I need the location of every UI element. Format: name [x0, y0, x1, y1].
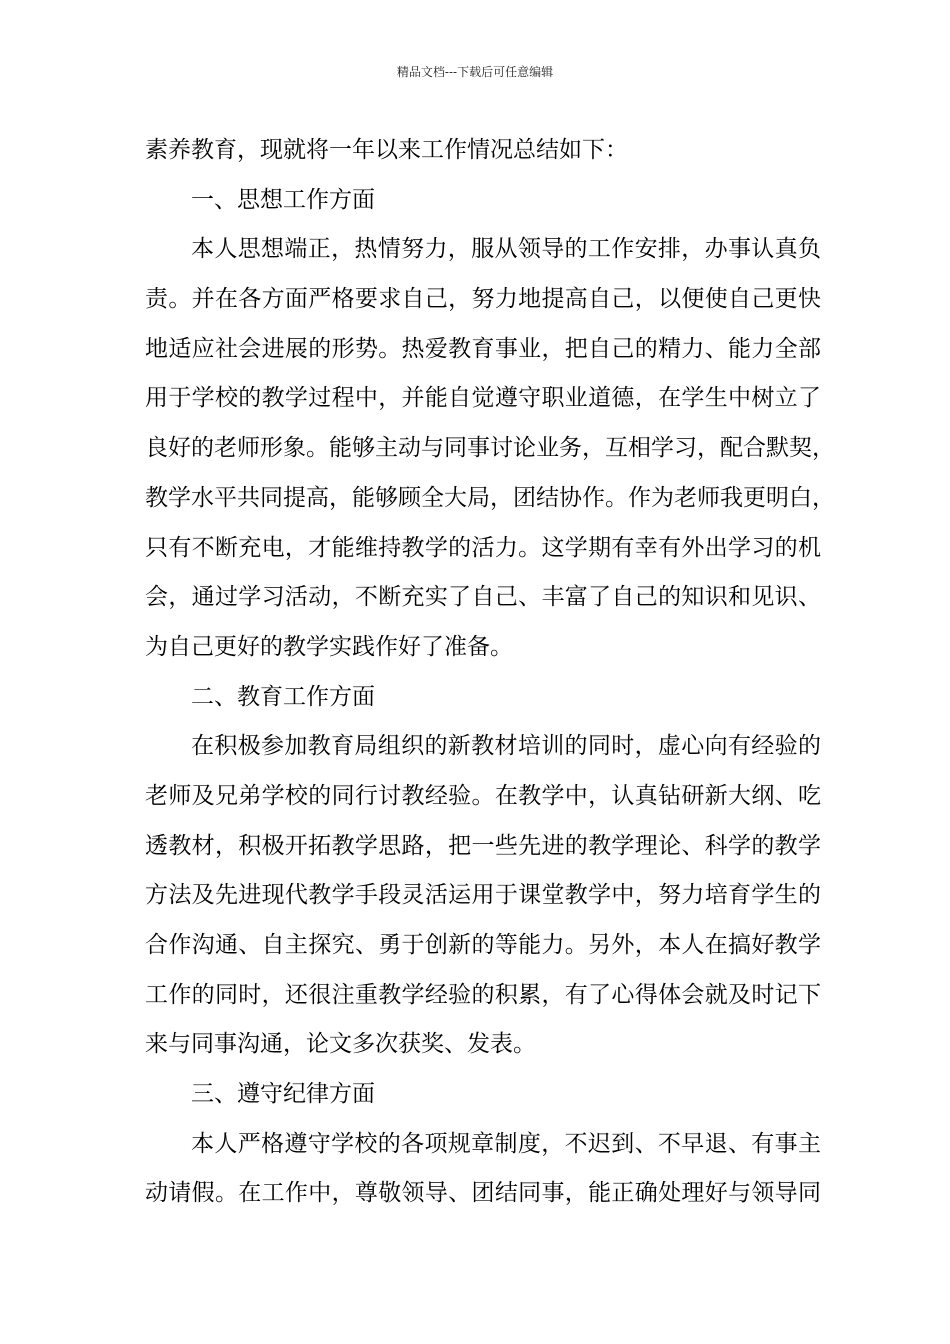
section-heading: 三、遵守纪律方面: [191, 1081, 375, 1108]
paragraph-line: 合作沟通、自主探究、勇于创新的等能力。另外，本人在搞好教学: [145, 932, 821, 958]
paragraph-line: 动请假。在工作中，尊敬领导、团结同事，能正确处理好与领导同: [145, 1180, 821, 1207]
paragraph-line: 良好的老师形象。能够主动与同事讨论业务，互相学习，配合默契，: [145, 435, 835, 462]
paragraph-line: 在积极参加教育局组织的新教材培训的同时，虚心向有经验的: [191, 733, 821, 760]
section-heading: 一、思想工作方面: [191, 186, 375, 213]
paragraph-line: 教学水平共同提高，能够顾全大局，团结协作。作为老师我更明白，: [145, 484, 835, 511]
paragraph-line: 素养教育，现就将一年以来工作情况总结如下：: [145, 137, 628, 163]
paragraph-line: 工作的同时，还很注重教学经验的积累，有了心得体会就及时记下: [145, 981, 821, 1008]
section-heading: 二、教育工作方面: [191, 683, 375, 710]
paragraph-line: 只有不断充电，才能维持教学的活力。这学期有幸有外出学习的机: [145, 534, 821, 561]
paragraph-line: 责。并在各方面严格要求自己，努力地提高自己，以便使自己更快: [145, 286, 821, 313]
paragraph-line: 老师及兄弟学校的同行讨教经验。在教学中，认真钻研新大纲、吃: [145, 782, 821, 809]
paragraph-line: 透教材，积极开拓教学思路，把一些先进的教学理论、科学的教学: [145, 832, 821, 859]
paragraph-line: 本人严格遵守学校的各项规章制度，不迟到、不早退、有事主: [191, 1130, 821, 1157]
paragraph-line: 会，通过学习活动，不断充实了自己、丰富了自己的知识和见识、: [145, 584, 821, 611]
document-body: [145, 126, 835, 1219]
paragraph-line: 地适应社会进展的形势。热爱教育事业，把自己的精力、能力全部: [145, 335, 821, 362]
paragraph-line: 方法及先进现代教学手段灵活运用于课堂教学中，努力培育学生的: [145, 882, 821, 909]
paragraph-line: 来与同事沟通，论文多次获奖、发表。: [145, 1031, 536, 1058]
paragraph-line: 本人思想端正，热情努力，服从领导的工作安排，办事认真负: [191, 236, 821, 263]
paragraph-line: 用于学校的教学过程中，并能自觉遵守职业道德，在学生中树立了: [145, 385, 821, 412]
page-header: 精品文档---下载后可任意编辑: [396, 65, 554, 79]
paragraph-line: 为自己更好的教学实践作好了准备。: [145, 633, 513, 660]
